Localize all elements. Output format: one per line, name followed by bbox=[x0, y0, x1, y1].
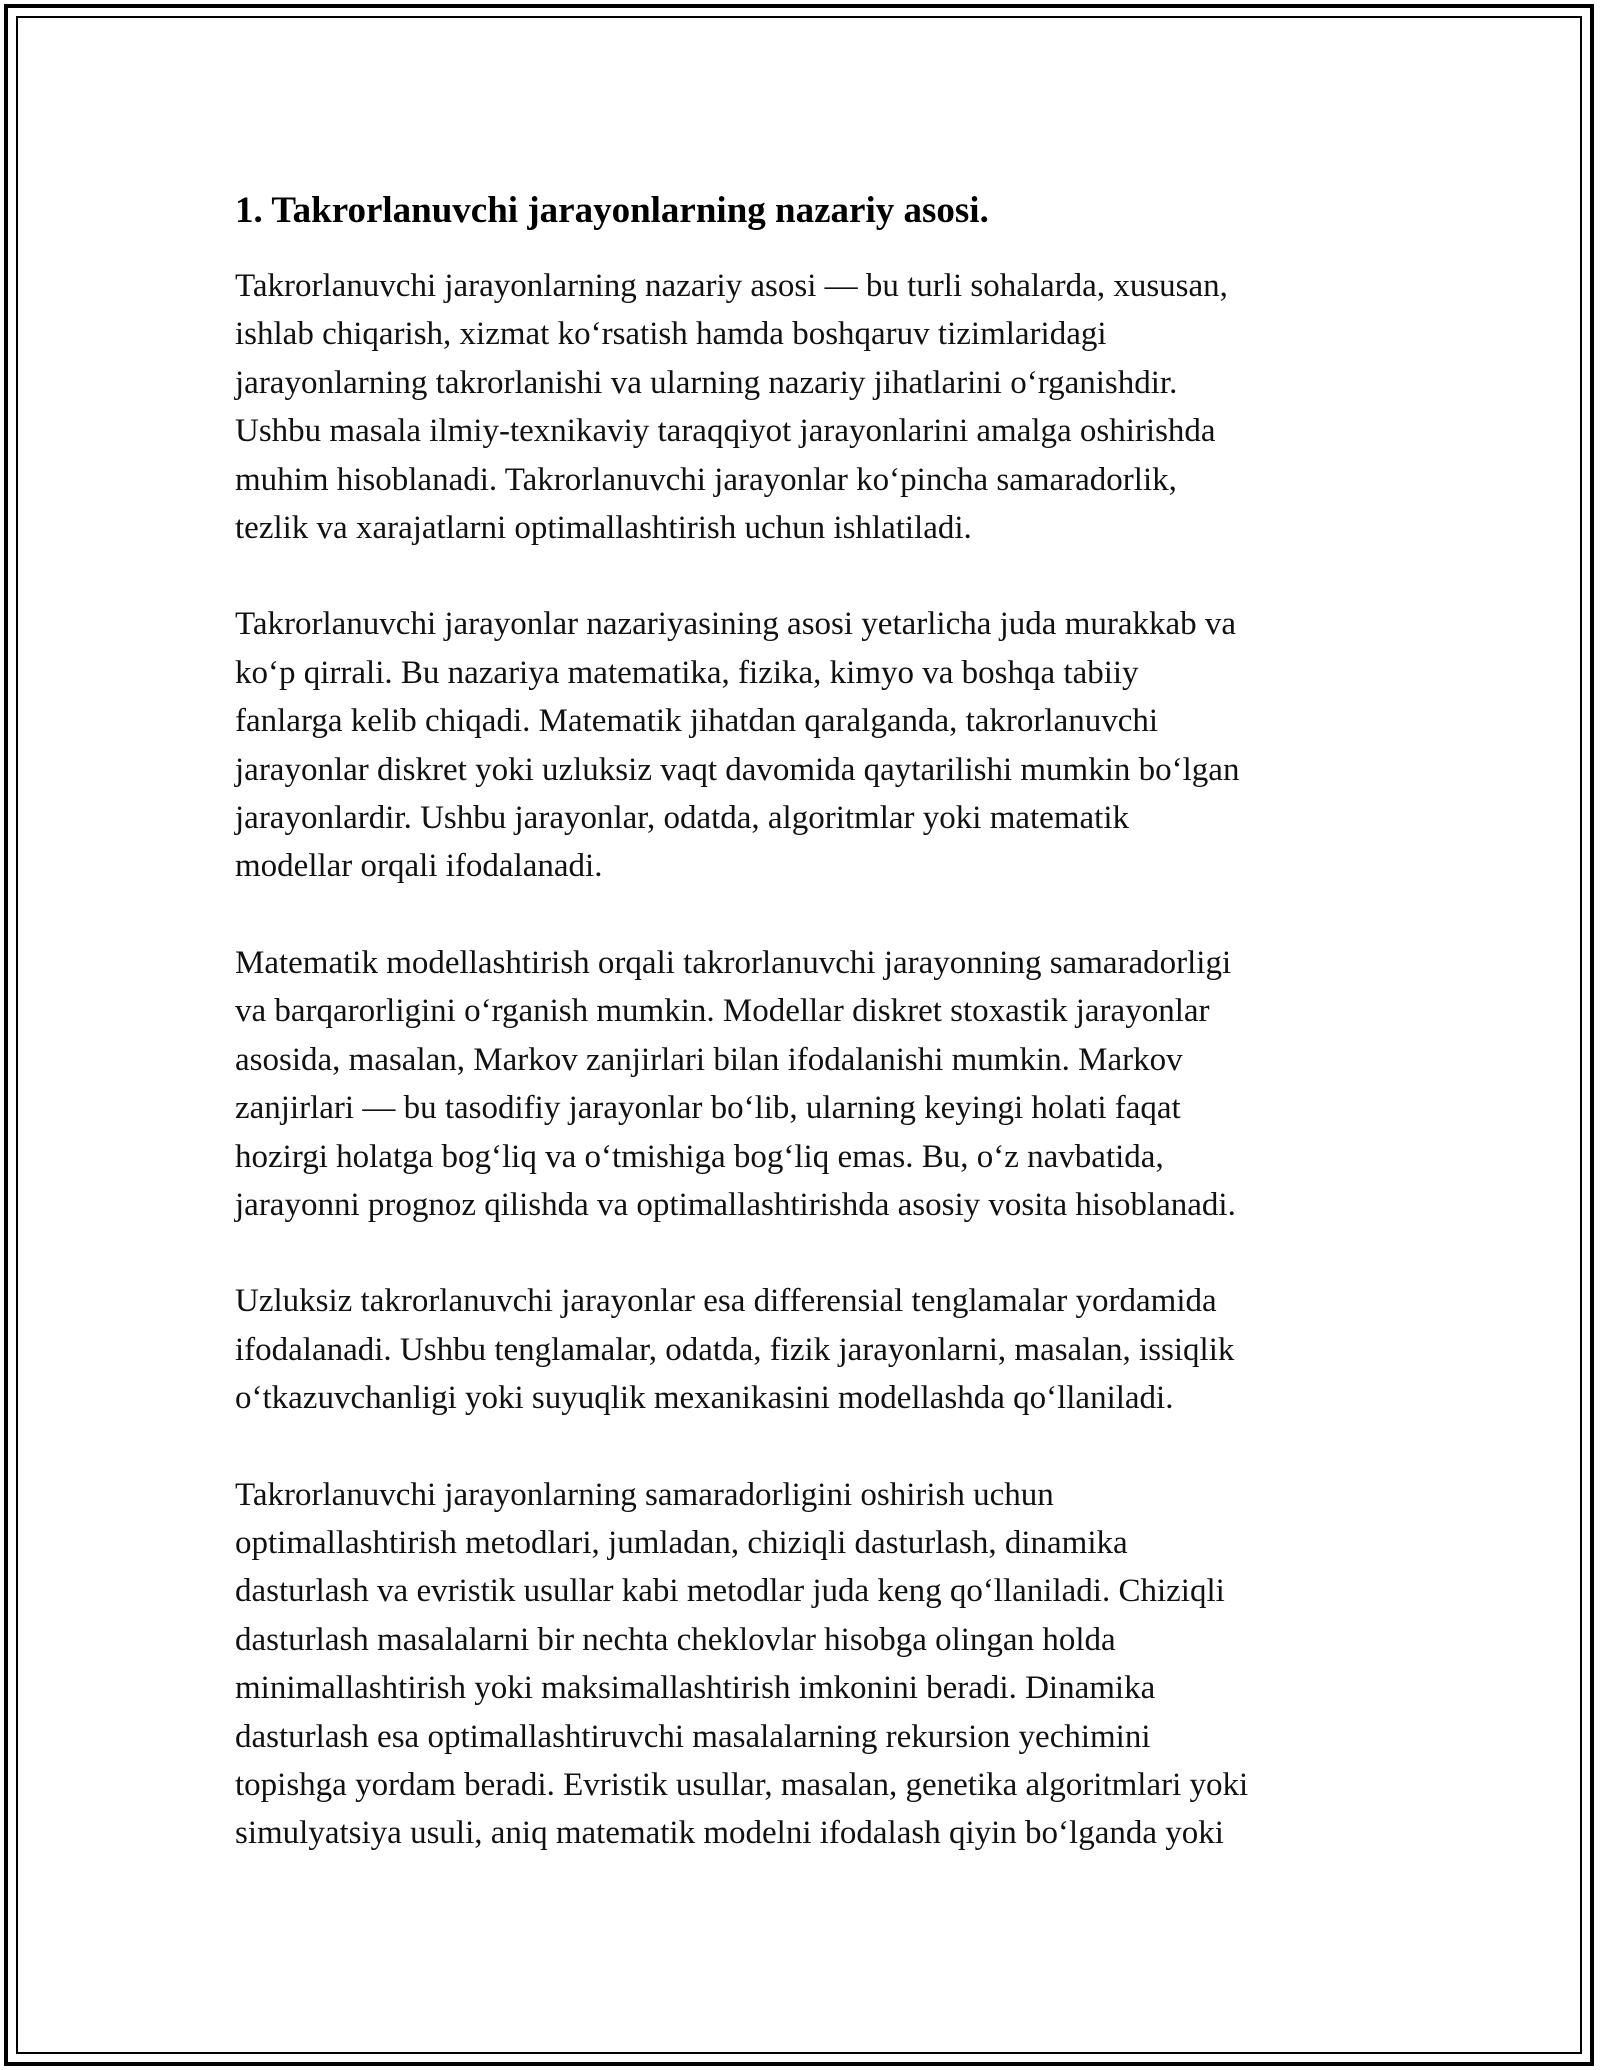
document-body bbox=[235, 186, 1375, 1906]
text-line: o‘tkazuvchanligi yoki suyuqlik mexanikasini modellashda qo‘llaniladi. bbox=[235, 1380, 1174, 1417]
text-line: topishga yordam beradi. Evristik usullar, masalan, genetika algoritmlari yoki bbox=[235, 1766, 1249, 1803]
text-line: optimallashtirish metodlari, jumladan, chiziqli dasturlash, dinamika bbox=[235, 1524, 1128, 1561]
text-line: jarayonlardir. Ushbu jarayonlar, odatda, algoritmlar yoki matematik bbox=[235, 800, 1129, 837]
text-line: hozirgi holatga bog‘liq va o‘tmishiga bog‘liq emas. Bu, o‘z navbatida, bbox=[235, 1138, 1164, 1175]
text-line: ko‘p qirrali. Bu nazariya matematika, fizika, kimyo va boshqa tabiiy bbox=[235, 654, 1139, 691]
paragraph-5 bbox=[235, 1471, 1375, 1858]
paragraph-1 bbox=[235, 262, 1375, 552]
paragraph-3 bbox=[235, 939, 1375, 1229]
text-line: Takrorlanuvchi jarayonlarning samaradorligini oshirish uchun bbox=[235, 1476, 1054, 1513]
text-line: Takrorlanuvchi jarayonlar nazariyasining asosi yetarlicha juda murakkab va bbox=[235, 606, 1237, 643]
text-line: dasturlash esa optimallashtiruvchi masalalarning rekursion yechimini bbox=[235, 1718, 1151, 1755]
text-line: muhim hisoblanadi. Takrorlanuvchi jarayonlar ko‘pincha samaradorlik, bbox=[235, 461, 1177, 498]
text-line: tezlik va xarajatlarni optimallashtirish uchun ishlatiladi. bbox=[235, 510, 972, 547]
text-line: dasturlash masalalarni bir nechta cheklovlar hisobga olingan holda bbox=[235, 1621, 1116, 1658]
text-line: jarayonlarning takrorlanishi va ularning nazariy jihatlarini o‘rganishdir. bbox=[235, 364, 1178, 401]
text-line: ifodalanadi. Ushbu tenglamalar, odatda, fizik jarayonlarni, masalan, issiqlik bbox=[235, 1331, 1235, 1368]
text-line: Uzluksiz takrorlanuvchi jarayonlar esa differensial tenglamalar yordamida bbox=[235, 1283, 1217, 1320]
text-line: Ushbu masala ilmiy-texnikaviy taraqqiyot jarayonlarini amalga oshirishda bbox=[235, 413, 1216, 450]
text-line: jarayonni prognoz qilishda va optimallashtirishda asosiy vosita hisoblanadi. bbox=[235, 1186, 1236, 1223]
paragraph-2 bbox=[235, 600, 1375, 890]
text-line: va barqarorligini o‘rganish mumkin. Modellar diskret stoxastik jarayonlar bbox=[235, 993, 1210, 1030]
paragraph-4 bbox=[235, 1277, 1375, 1422]
text-line: simulyatsiya usuli, aniq matematik modelni ifodalash qiyin bo‘lganda yoki bbox=[235, 1815, 1224, 1852]
text-line: zanjirlari — bu tasodifiy jarayonlar bo‘lib, ularning keyingi holati faqat bbox=[235, 1090, 1181, 1127]
text-line: minimallashtirish yoki maksimallashtirish imkonini beradi. Dinamika bbox=[235, 1670, 1156, 1707]
text-line: asosida, masalan, Markov zanjirlari bilan ifodalanishi mumkin. Markov bbox=[235, 1041, 1183, 1078]
text-line: Matematik modellashtirish orqali takrorlanuvchi jarayonning samaradorligi bbox=[235, 944, 1232, 981]
text-line: dasturlash va evristik usullar kabi metodlar juda keng qo‘llaniladi. Chiziqli bbox=[235, 1573, 1225, 1610]
text-line: modellar orqali ifodalanadi. bbox=[235, 848, 603, 885]
text-line: Takrorlanuvchi jarayonlarning nazariy asosi — bu turli sohalarda, xususan, bbox=[235, 268, 1228, 304]
text-line: ishlab chiqarish, xizmat ko‘rsatish hamda boshqaruv tizimlaridagi bbox=[235, 316, 1107, 353]
text-line: jarayonlar diskret yoki uzluksiz vaqt davomida qaytarilishi mumkin bo‘lgan bbox=[235, 751, 1240, 788]
section-heading: 1. Takrorlanuvchi jarayonlarning nazariy asosi. bbox=[235, 190, 989, 231]
text-line: fanlarga kelib chiqadi. Matematik jihatdan qaralganda, takrorlanuvchi bbox=[235, 703, 1159, 740]
